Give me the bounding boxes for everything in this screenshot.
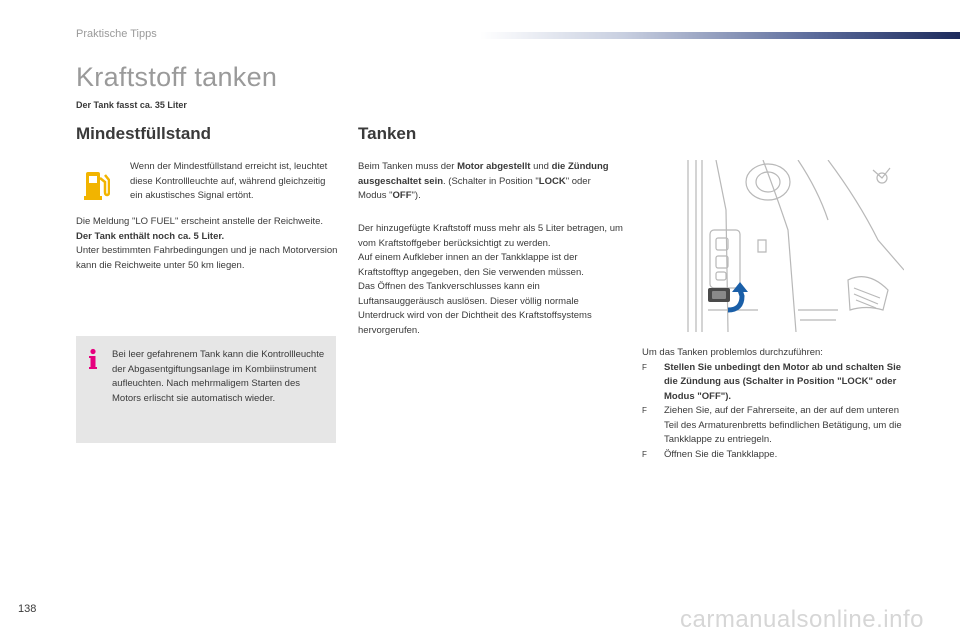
min-level-details <box>76 215 341 273</box>
step-item: F Öffnen Sie die Tankklappe. <box>642 448 912 463</box>
watermark: carmanualsonline.info <box>680 606 924 633</box>
tanken-intro: Beim Tanken muss der Motor abgestellt und die Zündung ausgeschaltet sein. (Schalter in Position "LOCK" oder Modus "OFF"). <box>358 161 609 201</box>
step-item: F Stellen Sie unbedingt den Motor ab und schalten Sie die Zündung aus (Schalter in Position "LOCK" oder Modus "OFF"). <box>642 361 901 402</box>
min-refuel-text: Der hinzugefügte Kraftstoff muss mehr als 5 Liter betragen, um vom Kraftstoffgeber berücksichtigt zu werden. <box>358 223 623 249</box>
page-number: 138 <box>18 603 37 615</box>
heading-mindestfuellstand: Mindestfüllstand <box>76 124 212 143</box>
info-text: Bei leer gefahrenem Tank kann die Kontrollleuchte der Abgasentgiftungsanlage im Kombiinstrument aufleuchten. Nach mehrmaligem Starten des Motors erlischt sie automatisch wieder. <box>112 349 325 404</box>
info-box <box>76 336 336 443</box>
range-text: Unter bestimmten Fahrbedingungen und je nach Motorversion kann die Reichweite unter 50 km liegen. <box>76 245 338 271</box>
step-marker: F <box>642 449 647 459</box>
info-icon <box>86 348 100 370</box>
page-title: Kraftstoff tanken <box>76 62 278 92</box>
refuel-steps <box>642 346 912 462</box>
step-marker: F <box>642 406 647 415</box>
steps-intro: Um das Tanken problemlos durchzuführen: <box>642 347 823 358</box>
remaining-fuel-text: Der Tank enthält noch ca. 5 Liter. <box>76 230 225 242</box>
step-item: F Ziehen Sie, auf der Fahrerseite, an der auf dem unteren Teil des Armaturenbretts befindlichen Betätigung, um die Tankklappe zu entriegeln. <box>642 405 902 445</box>
tank-capacity-note: Der Tank fasst ca. 35 Liter <box>76 100 187 110</box>
step-marker: F <box>642 362 647 372</box>
air-intake-noise-text: Das Öffnen des Tankverschlusses kann ein Luftansauggeräusch auslösen. Dieser völlig normale Unterdruck wird von der Dichtheit des Kraftstoffsystems hervorgerufen. <box>358 281 592 336</box>
section-label: Praktische Tipps <box>76 28 157 40</box>
heading-tanken: Tanken <box>358 124 417 143</box>
tanken-details <box>358 222 623 338</box>
lo-fuel-text: Die Meldung "LO FUEL" erscheint anstelle der Reichweite. <box>76 216 323 227</box>
header-bar <box>480 32 960 39</box>
dashboard-illustration <box>668 160 904 332</box>
fuel-warning-text: Wenn der Mindestfüllstand erreicht ist, leuchtet diese Kontrollleuchte auf, während gleichzeitig ein akustisches Signal ertönt. <box>130 161 328 201</box>
fuel-pump-icon <box>84 168 110 200</box>
fuel-type-sticker-text: Auf einem Aufkleber innen an der Tankklappe ist der Kraftstofftyp angegeben, den Sie verwenden müssen. <box>358 252 584 278</box>
